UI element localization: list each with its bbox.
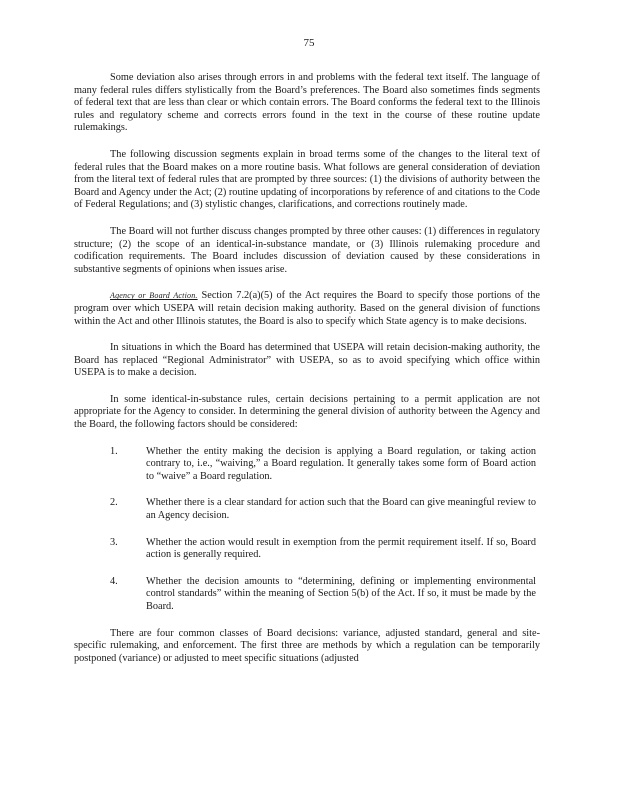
paragraph-board-decision-classes: There are four common classes of Board decisions: variance, adjusted standard, general and site-specific rulemaking, and enforcement. The first three are methods by which a regulation can be temporarily postponed (variance) or adjusted to meet specific situations (adjusted [74,627,540,664]
list-item [74,497,540,522]
list-item [74,576,540,614]
paragraph-other-causes: The Board will not further discuss changes prompted by three other causes: (1) differences in regulatory structure; (2) the scope of an identical-in-substance mandate, or (3) Illinois rulemaking procedure and codification requirements. The Board includes discussion of deviation caused by these considerations in substantive segments of opinions when issues arise. [74,225,540,275]
paragraph-deviation-errors: Some deviation also arises through errors in and problems with the federal text itself. The language of many federal rules differs stylistically from the Board’s preferences. The Board also sometimes finds segments of federal text that are less than clear or which contain errors. The Board conforms the federal text to the Illinois rules and regulatory scheme and corrects errors found in the text in the course of these routine update rulemakings. [74,72,540,134]
list-item-number: 2. [110,497,118,509]
list-item [74,537,540,562]
list-item-number: 3. [110,536,118,548]
list-item-text: Whether there is a clear standard for action such that the Board can give meaningful review to an Agency decision. [146,497,536,522]
paragraph-agency-or-board-action [74,290,540,328]
list-item [74,446,540,484]
list-item-text: Whether the action would result in exemption from the permit requirement itself. If so, Board action is generally required. [146,536,536,561]
section-heading-agency-or-board-action: Agency or Board Action. [110,291,198,301]
list-item-text: Whether the entity making the decision is applying a Board regulation, or taking action contrary to, i.e., “waiving,” a Board regulation. It generally takes some form of Board action to “waive” a Board regulation. [146,445,536,482]
paragraph-permit-decisions: In some identical-in-substance rules, certain decisions pertaining to a permit application are not appropriate for the Agency to consider. In determining the general division of authority between the Agency and the Board, the following factors should be considered: [74,393,540,431]
list-item-number: 4. [110,575,118,587]
factors-list [74,446,540,614]
body-text [74,72,540,665]
agency-section-text: Section 7.2(a)(5) of the Act requires the Board to specify those portions of the program over which USEPA will retain decision making authority. Based on the general division of functions within the Act and other Illinois statutes, the Board is also to specify which State agency is to make decisions. [74,290,540,327]
list-item-text: Whether the decision amounts to “determining, defining or implementing environmental control standards” within the meaning of Section 5(b) of the Act. If so, it must be made by the Board. [146,575,536,612]
paragraph-discussion-segments: The following discussion segments explain in broad terms some of the changes to the literal text of federal rules that the Board makes on a more routine basis. What follows are general consideration of deviation from the literal text of federal rules that are prompted by three sources: (1) the divisions of authority between the Board and Agency under the Act; (2) routine updating of incorporations by reference of and citations to the Code of Federal Regulations; and (3) stylistic changes, clarifications, and corrections routinely made. [74,148,540,211]
list-item-number: 1. [110,445,118,457]
paragraph-usepa-authority: In situations in which the Board has determined that USEPA will retain decision-making authority, the Board has replaced “Regional Administrator” with USEPA, so as to avoid specifying which office within USEPA is to make a decision. [74,342,540,379]
page-number: 75 [303,37,315,49]
